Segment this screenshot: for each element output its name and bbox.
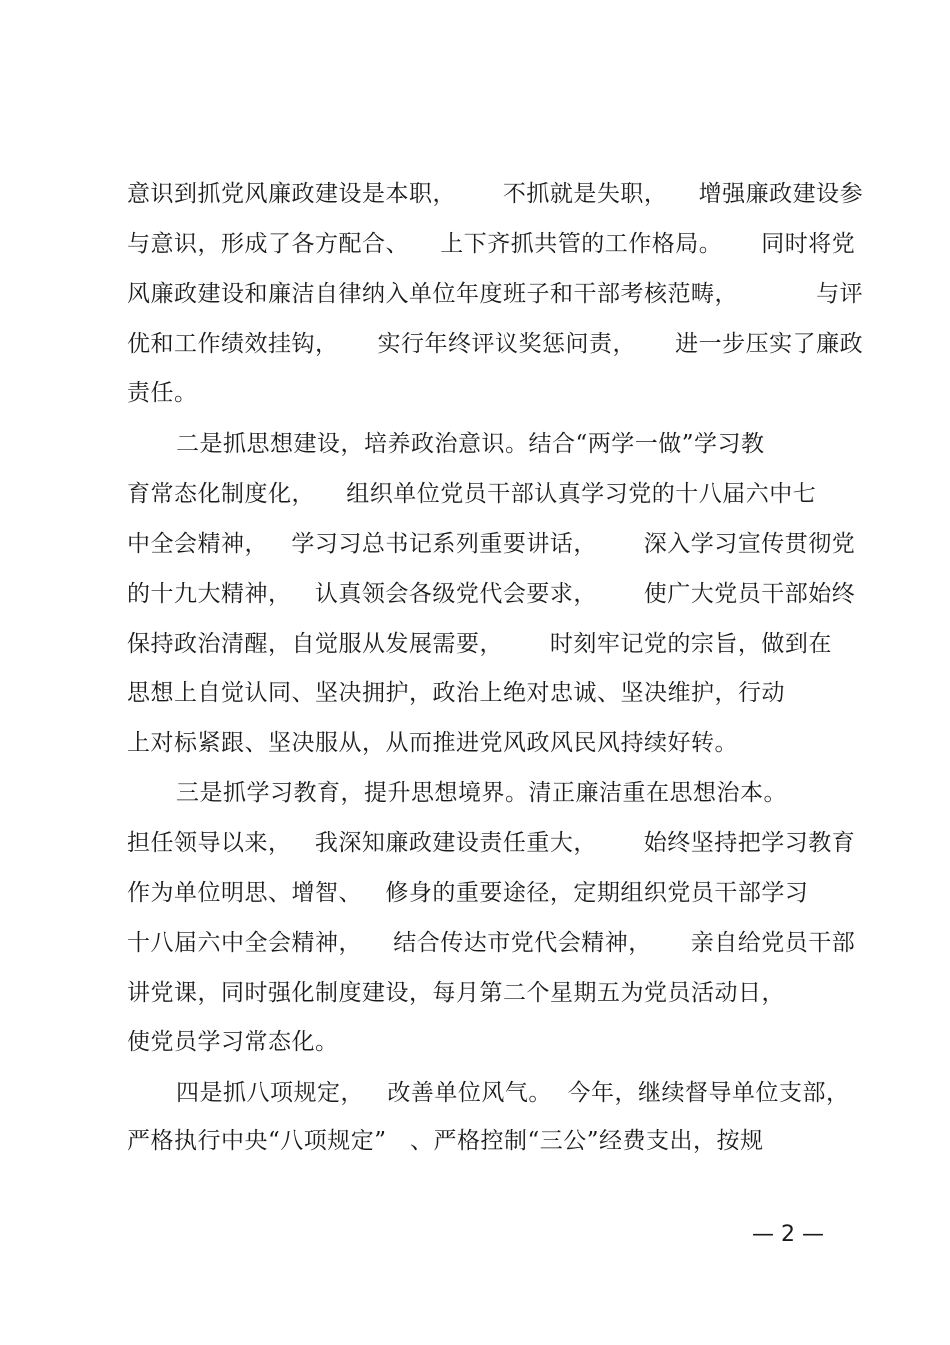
paragraph-heading-line: 四是抓八项规定， 改善单位风气。 今年，继续督导单位支部， (176, 1080, 850, 1106)
text-line: 严格执行中央“八项规定” 、严格控制“三公”经费支出，按规 (127, 1128, 764, 1154)
text-line: 的十九大精神， 认真领会各级党代会要求， 使广大党员干部始终 (127, 581, 856, 607)
text-line: 优和工作绩效挂钩， 实行年终评议奖惩问责， 进一步压实了廉政 (127, 331, 864, 357)
text-line: 育常态化制度化， 组织单位党员干部认真学习党的十八届六中七 (127, 481, 817, 507)
text-line: 作为单位明思、增智、 修身的重要途径，定期组织党员干部学习 (127, 880, 809, 906)
text-line: 思想上自觉认同、坚决拥护，政治上绝对忠诚、坚决维护，行动 (127, 680, 785, 706)
paragraph-heading-line: 三是抓学习教育，提升思想境界。清正廉洁重在思想治本。 (176, 780, 787, 806)
text-line: 保持政治清醒，自觉服从发展需要， 时刻牢记党的宗旨，做到在 (127, 631, 832, 657)
text-line: 责任。 (127, 380, 198, 406)
page-number: — 2 — (752, 1222, 824, 1247)
text-line: 中全会精神， 学习习总书记系列重要讲话， 深入学习宣传贯彻党 (127, 531, 856, 557)
text-line: 担任领导以来， 我深知廉政建设责任重大， 始终坚持把学习教育 (127, 830, 856, 856)
paragraph-heading-line: 二是抓思想建设，培养政治意识。结合“两学一做”学习教 (176, 431, 765, 457)
text-line: 风廉政建设和廉洁自律纳入单位年度班子和干部考核范畴， 与评 (127, 281, 864, 307)
text-line: 意识到抓党风廉政建设是本职， 不抓就是失职， 增强廉政建设参 (127, 181, 864, 207)
text-line: 上对标紧跟、坚决服从，从而推进党风政风民风持续好转。 (127, 730, 738, 756)
text-line: 与意识，形成了各方配合、 上下齐抓共管的工作格局。 同时将党 (127, 231, 856, 257)
text-line: 使党员学习常态化。 (127, 1029, 339, 1055)
text-line: 十八届六中全会精神， 结合传达市党代会精神， 亲自给党员干部 (127, 930, 856, 956)
text-line: 讲党课，同时强化制度建设，每月第二个星期五为党员活动日， (127, 980, 785, 1006)
